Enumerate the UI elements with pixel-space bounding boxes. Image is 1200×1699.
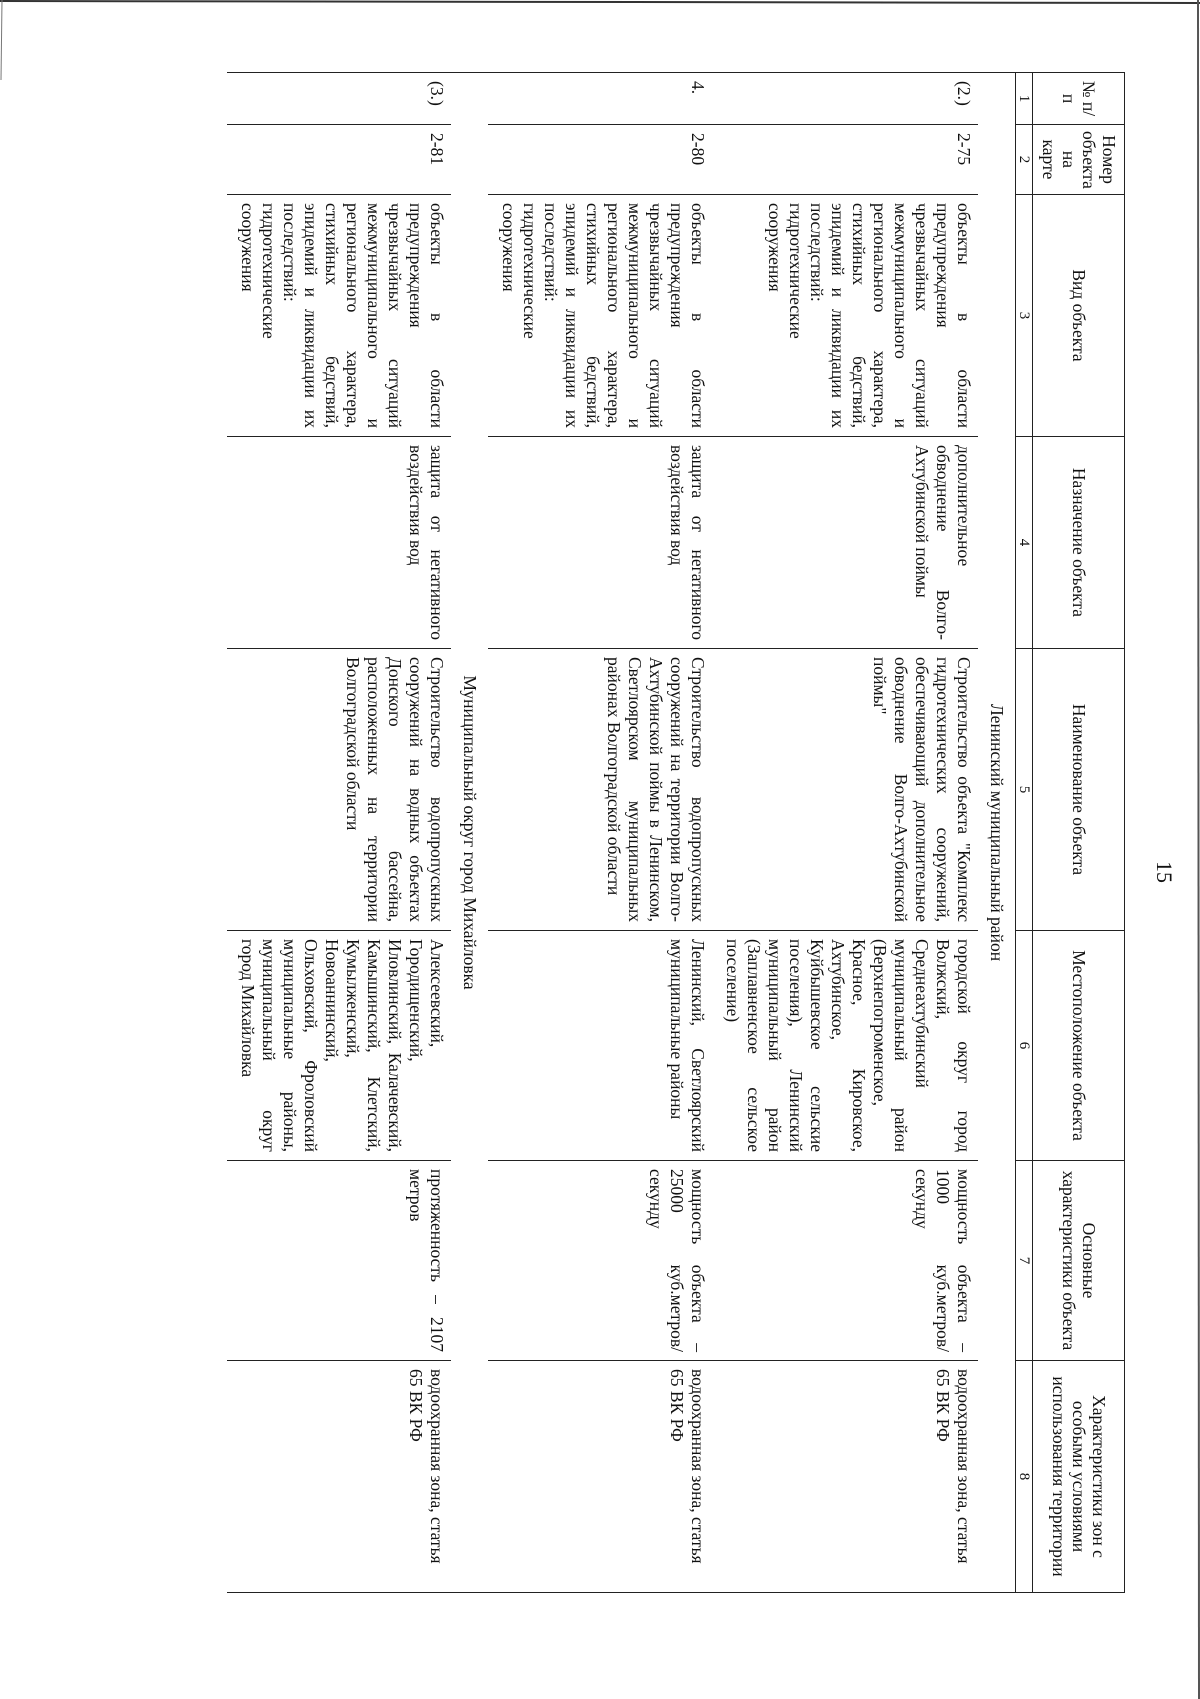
object-name: Строительство объекта "Комплекс гидротехнических сооружений, обеспечивающий дополнительное обводнение Волго-Ахтубинской поймы" xyxy=(713,649,979,931)
column-number: 6 xyxy=(1016,931,1033,1161)
section-row xyxy=(979,73,1017,1593)
column-number: 5 xyxy=(1016,649,1033,931)
column-header: Номер объекта на карте xyxy=(1033,125,1125,195)
section-title: Ленинский муниципальный район xyxy=(979,73,1017,1593)
object-purpose: защита от негативного воздействия вод xyxy=(228,437,452,649)
table-row xyxy=(228,73,452,1593)
object-type: объекты в области предупреждения чрезвычайных ситуаций межмуниципального и регионального характера, стихийных бедствий, эпидемий и ликвидации их последствий: гидротехнические сооружения xyxy=(228,195,452,437)
map-number: 2-81 xyxy=(228,125,452,195)
object-name: Строительство водопропускных сооружений на территории Волго-Ахтубинской поймы в Ленинском, Светлоярском муниципальных районах Волгоградской области xyxy=(489,649,713,931)
row-number: (3.) xyxy=(228,73,452,125)
column-header: Назначение объекта xyxy=(1033,437,1125,649)
column-number: 8 xyxy=(1016,1361,1033,1593)
section-row xyxy=(452,73,489,1593)
section-title: Муниципальный округ город Михайловка xyxy=(452,73,489,1593)
row-number: (2.) xyxy=(713,73,979,125)
map-number: 2-75 xyxy=(713,125,979,195)
column-number: 4 xyxy=(1016,437,1033,649)
object-purpose: защита от негативного воздействия вод xyxy=(489,437,713,649)
column-header: Местоположение объекта xyxy=(1033,931,1125,1161)
column-header: Наименование объекта xyxy=(1033,649,1125,931)
object-characteristics: мощность объекта – 1000 куб.метров/секунду xyxy=(713,1161,979,1361)
rotated-document-page xyxy=(125,72,1185,1672)
table-row xyxy=(713,73,979,1593)
row-number: 4. xyxy=(489,73,713,125)
objects-table xyxy=(228,72,1126,1593)
column-header: Основные характеристики объекта xyxy=(1033,1161,1125,1361)
table-row xyxy=(489,73,713,1593)
object-location: Алексеевский, Городищенский, Иловлинский, Калачевский, Камышинский, Клетский, Кумылженский, Новоаннинский, Ольховский, Фроловский муниципальные районы, муниципальный округ город Михайловка xyxy=(228,931,452,1161)
zone-characteristics: водоохранная зона, статья 65 ВК РФ xyxy=(713,1361,979,1593)
object-characteristics: протяженность – 2107 метров xyxy=(228,1161,452,1361)
column-header: Вид объекта xyxy=(1033,195,1125,437)
map-number: 2-80 xyxy=(489,125,713,195)
object-location: городской округ город Волжский, Среднеахтубинский муниципальный район (Верхнепогроменское, Красное, Кировское, Ахтубинское, Куйбышевское сельские поселения), Ленинский муниципальный район (Заплавненское сельское поселение) xyxy=(713,931,979,1161)
column-number: 2 xyxy=(1016,125,1033,195)
zone-characteristics: водоохранная зона, статья 65 ВК РФ xyxy=(489,1361,713,1593)
object-purpose: дополнительное обводнение Волго-Ахтубинской поймы xyxy=(713,437,979,649)
column-header: № п/п xyxy=(1033,73,1125,125)
object-location: Ленинский, Светлоярский муниципальные районы xyxy=(489,931,713,1161)
object-name: Строительство водопропускных сооружений на водных объектах Донского бассейна, расположенных на территории Волгоградской области xyxy=(228,649,452,931)
column-number: 1 xyxy=(1016,73,1033,125)
column-number: 3 xyxy=(1016,195,1033,437)
column-header: Характеристики зон с особыми условиями использования территории xyxy=(1033,1361,1125,1593)
object-type: объекты в области предупреждения чрезвычайных ситуаций межмуниципального и регионального характера, стихийных бедствий, эпидемий и ликвидации их последствий: гидротехнические сооружения xyxy=(489,195,713,437)
page-number: 15 xyxy=(1152,861,1177,883)
table-header xyxy=(1016,73,1125,1593)
object-type: объекты в области предупреждения чрезвычайных ситуаций межмуниципального и регионального характера, стихийных бедствий, эпидемий и ликвидации их последствий: гидротехнические сооружения xyxy=(713,195,979,437)
column-number: 7 xyxy=(1016,1161,1033,1361)
table-body xyxy=(228,73,1017,1593)
zone-characteristics: водоохранная зона, статья 65 ВК РФ xyxy=(228,1361,452,1593)
object-characteristics: мощность объекта – 25000 куб.метров/секунду xyxy=(489,1161,713,1361)
